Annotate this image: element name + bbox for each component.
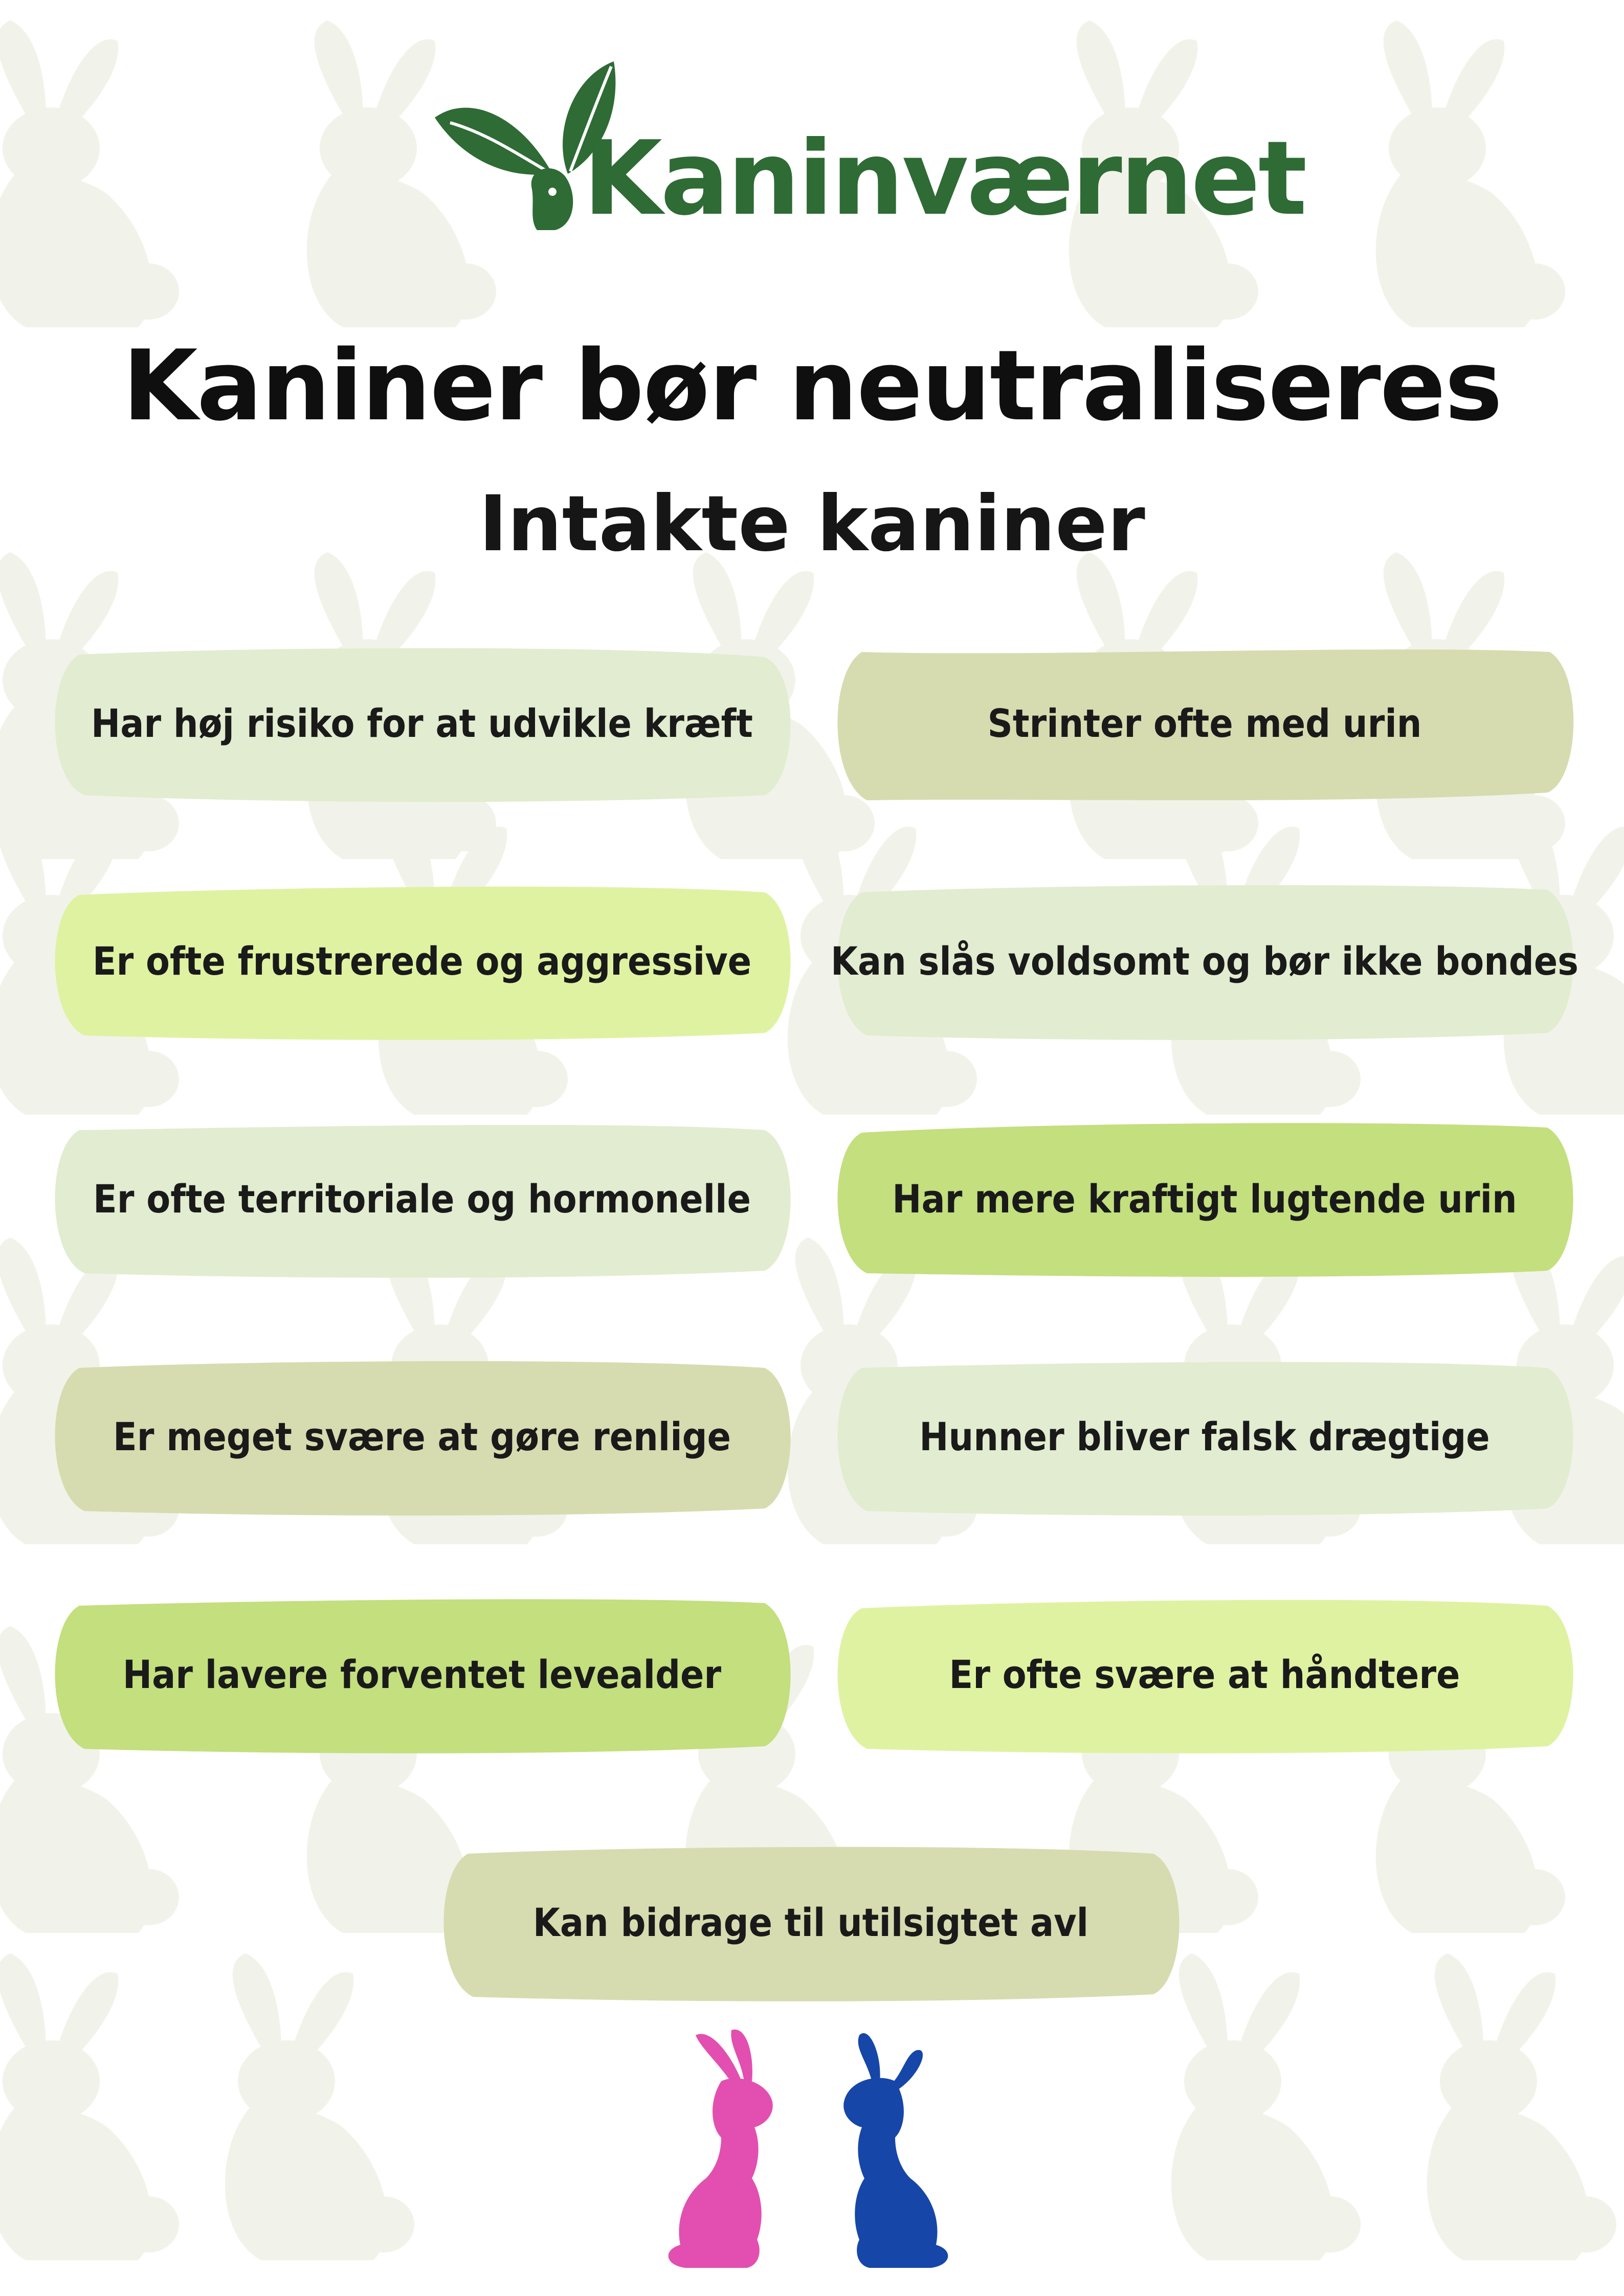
info-item — [49, 1117, 795, 1281]
info-item — [437, 1841, 1184, 2005]
info-item-label: Strinter ofte med urin — [987, 701, 1422, 746]
info-item-label: Er ofte svære at håndtere — [949, 1652, 1460, 1697]
info-item — [49, 880, 795, 1043]
info-item-label: Er ofte frustrerede og aggressive — [92, 938, 752, 984]
brand-name: Kaninværnet — [583, 119, 1305, 238]
info-item-label: Er meget svære at gøre renlige — [113, 1414, 731, 1459]
info-item — [831, 642, 1578, 805]
info-item — [49, 642, 795, 805]
info-item — [49, 1355, 795, 1519]
info-item-label: Er ofte territoriale og hormonelle — [93, 1176, 751, 1222]
info-item-label: Har høj risiko for at udvikle kræft — [91, 701, 753, 746]
info-item — [831, 1593, 1578, 1757]
bunny-pair-illustration — [665, 2025, 962, 2281]
info-item — [831, 1355, 1578, 1519]
info-item-label: Kan slås voldsomt og bør ikke bondes — [831, 938, 1578, 984]
page-subtitle: Intakte kaniner — [479, 480, 1145, 569]
kaninvaernet-logo — [430, 56, 1305, 240]
info-item — [831, 880, 1578, 1043]
info-item — [49, 1593, 795, 1757]
blue-bunny-icon — [843, 2033, 948, 2268]
info-item — [831, 1117, 1578, 1281]
info-item-label: Kan bidrage til utilsigtet avl — [532, 1900, 1089, 1945]
pink-bunny-icon — [669, 2030, 773, 2268]
info-item-label: Har mere kraftigt lugtende urin — [892, 1176, 1517, 1222]
info-item-label: Har lavere forventet levealder — [122, 1652, 722, 1697]
info-item-label: Hunner bliver falsk drægtige — [919, 1414, 1490, 1459]
page-title: Kaniner bør neutraliseres — [122, 329, 1502, 442]
